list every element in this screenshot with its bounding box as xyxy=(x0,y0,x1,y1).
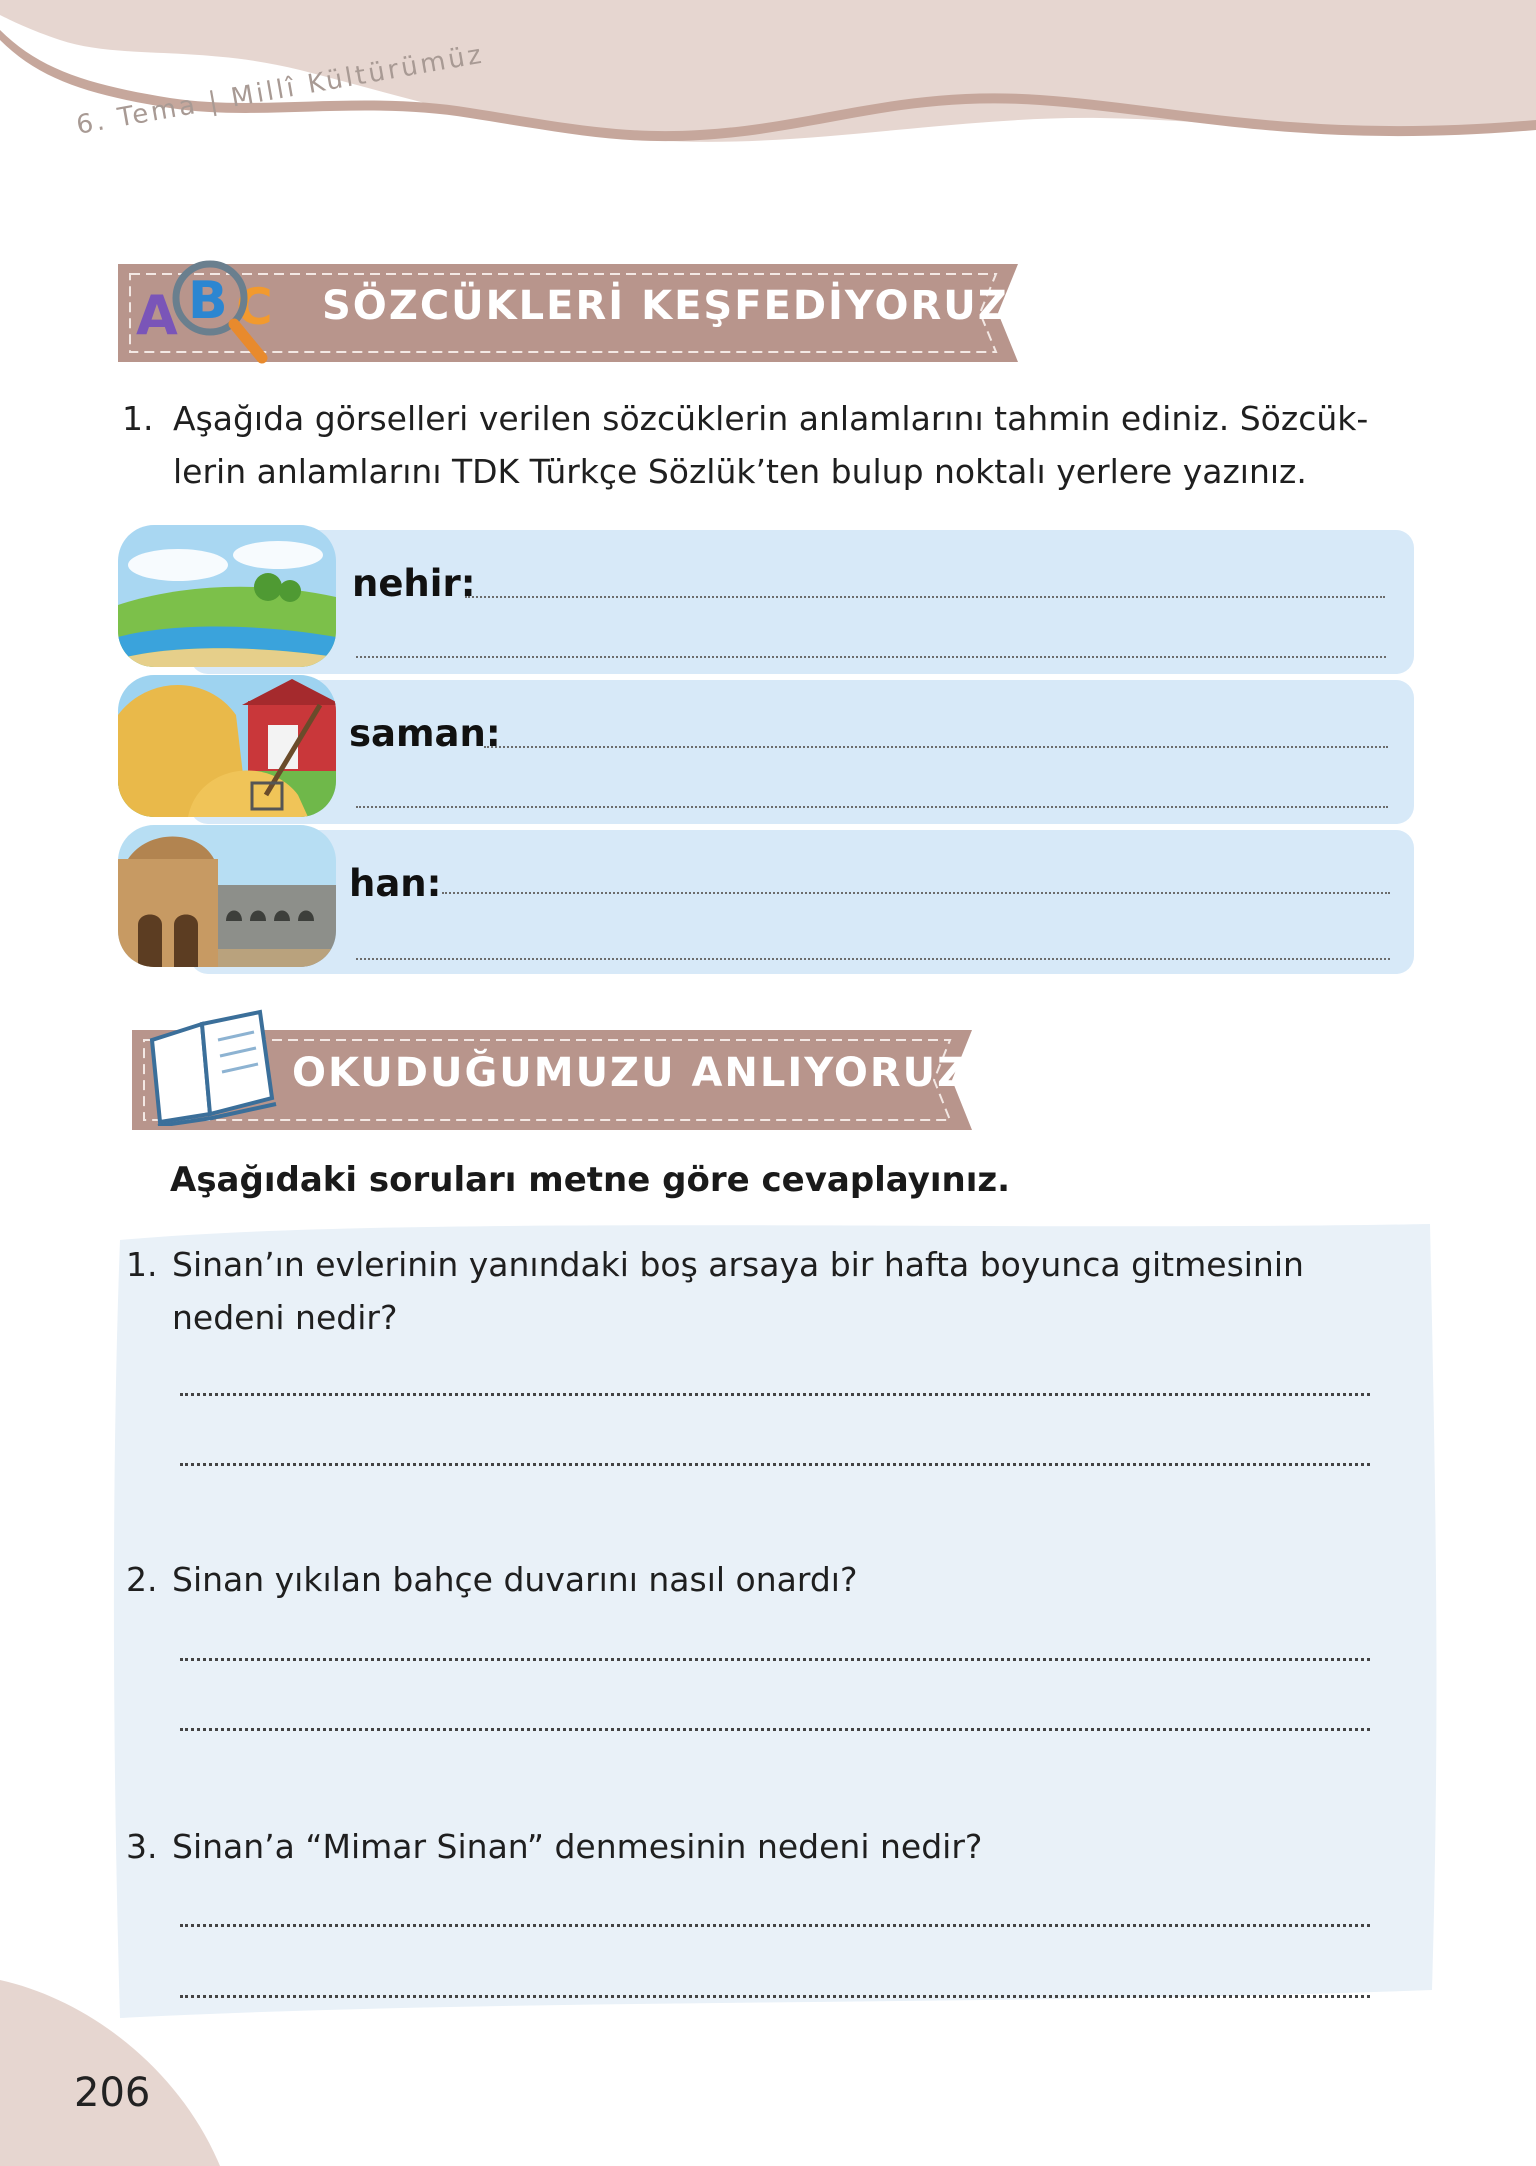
magnifier-abc-icon xyxy=(130,246,280,370)
question-text-line: lerin anlamlarını TDK Türkçe Sözlük’ten bulup noktalı yerlere yazınız. xyxy=(173,452,1307,491)
answer-line[interactable] xyxy=(356,958,1390,960)
question-text-line: Sinan’ın evlerinin yanındaki boş arsaya bir hafta boyunca gitmesinin xyxy=(172,1245,1304,1284)
section1-title: SÖZCÜKLERİ KEŞFEDİYORUZ xyxy=(322,283,1009,329)
question-1-number: 1. xyxy=(126,1245,158,1284)
question-3-number: 3. xyxy=(126,1827,158,1866)
section2-title: OKUDUĞUMUZU ANLIYORUZ xyxy=(292,1050,969,1096)
answer-line[interactable] xyxy=(442,892,1390,894)
page-number: 206 xyxy=(74,2070,151,2116)
answer-line[interactable] xyxy=(180,1728,1370,1731)
answer-line[interactable] xyxy=(356,806,1388,808)
river-landscape-image xyxy=(118,525,336,667)
answer-line[interactable] xyxy=(180,1924,1370,1927)
svg-text:B: B xyxy=(188,271,228,331)
question-3-text: Sinan’a “Mimar Sinan” denmesinin nedeni nedir? xyxy=(172,1827,983,1866)
question-1-text xyxy=(172,1238,1432,1344)
question-text xyxy=(173,392,1443,498)
svg-text:C: C xyxy=(236,278,273,336)
question-text-line: nedeni nedir? xyxy=(172,1298,398,1337)
question-2-text: Sinan yıkılan bahçe duvarını nasıl onardı? xyxy=(172,1560,858,1599)
instruction-text: Aşağıdaki soruları metne göre cevaplayınız. xyxy=(170,1160,1011,1200)
theme-label: 6. Tema | Millî Kültürümüz xyxy=(74,39,487,141)
word-label-han: han: xyxy=(349,862,442,905)
answer-line[interactable] xyxy=(180,1658,1370,1661)
answer-line[interactable] xyxy=(180,1995,1370,1998)
caravanserai-image xyxy=(118,825,336,967)
haystack-barn-image xyxy=(118,675,336,817)
question-number: 1. xyxy=(122,399,154,438)
word-label-saman: saman: xyxy=(349,712,501,755)
question-text-line: Aşağıda görselleri verilen sözcüklerin anlamlarını tahmin ediniz. Sözcük- xyxy=(173,399,1369,438)
word-label-nehir: nehir: xyxy=(352,562,476,605)
footer-wave xyxy=(0,1960,260,2166)
answer-line[interactable] xyxy=(465,596,1385,598)
open-book-icon xyxy=(142,1006,282,1126)
answer-line[interactable] xyxy=(180,1393,1370,1396)
answer-line[interactable] xyxy=(356,656,1386,658)
question-2-number: 2. xyxy=(126,1560,158,1599)
answer-line[interactable] xyxy=(484,746,1388,748)
answer-line[interactable] xyxy=(180,1463,1370,1466)
svg-text:A: A xyxy=(136,284,178,347)
